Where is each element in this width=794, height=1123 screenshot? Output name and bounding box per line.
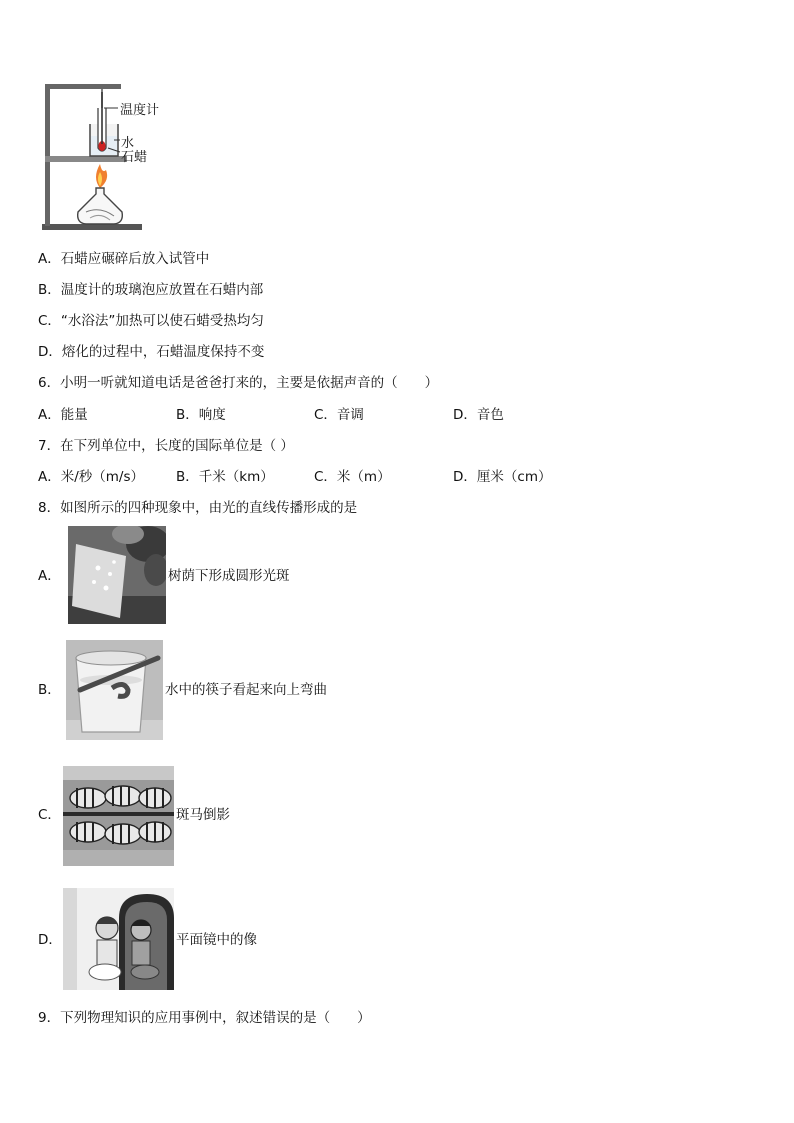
- stand-top-arm: [45, 84, 121, 89]
- q6-option-a: A．能量: [38, 407, 88, 423]
- q6-stem: 6．小明一听就知道电话是爸爸打来的，主要是依据声音的（ ）: [38, 375, 439, 391]
- q7-stem: 7．在下列单位中，长度的国际单位是（ ）: [38, 438, 294, 454]
- q5-option-c: C．“水浴法”加热可以使石蜡受热均匀: [38, 313, 264, 329]
- q6-option-b: B．响度: [176, 407, 226, 423]
- q6-option-c: C．音调: [314, 407, 364, 423]
- q6-option-d: D．音色: [453, 407, 504, 423]
- label-thermometer: 温度计: [120, 103, 160, 118]
- q8-option-c-letter: C．: [38, 807, 61, 823]
- q7-option-b: B．千米（km）: [176, 469, 274, 485]
- q8-stem: 8．如图所示的四种现象中，由光的直线传播形成的是: [38, 500, 358, 516]
- label-water: 水: [121, 136, 135, 151]
- tree-shade-photo: [68, 526, 166, 624]
- q8-option-a-caption: 树荫下形成圆形光斑: [168, 568, 290, 584]
- bent-chopsticks-photo: [66, 640, 163, 740]
- zebra-reflection-photo: [63, 766, 174, 866]
- q8-option-d-caption: 平面镜中的像: [176, 932, 257, 948]
- q8-option-c-caption: 斑马倒影: [176, 807, 230, 823]
- stand-shelf: [45, 156, 127, 162]
- q8-option-a-letter: A．: [38, 568, 61, 584]
- q7-option-d: D．厘米（cm）: [453, 469, 552, 485]
- label-paraffin: 石蜡: [121, 150, 148, 165]
- stand-base: [42, 224, 142, 230]
- q5-option-d: D．熔化的过程中，石蜡温度保持不变: [38, 344, 265, 360]
- q8-option-b-caption: 水中的筷子看起来向上弯曲: [165, 682, 327, 698]
- mirror-image-photo: [63, 888, 174, 990]
- q8-option-b-letter: B．: [38, 682, 61, 698]
- q7-option-a: A．米/秒（m/s）: [38, 469, 145, 485]
- q5-option-b: B．温度计的玻璃泡应放置在石蜡内部: [38, 282, 264, 298]
- q5-option-a: A．石蜡应碾碎后放入试管中: [38, 251, 210, 267]
- alcohol-lamp: [78, 188, 123, 224]
- q8-option-d-letter: D．: [38, 932, 62, 948]
- q7-option-c: C．米（m）: [314, 469, 391, 485]
- stand-rod: [45, 84, 50, 226]
- q9-stem: 9．下列物理知识的应用事例中，叙述错误的是（ ）: [38, 1010, 371, 1026]
